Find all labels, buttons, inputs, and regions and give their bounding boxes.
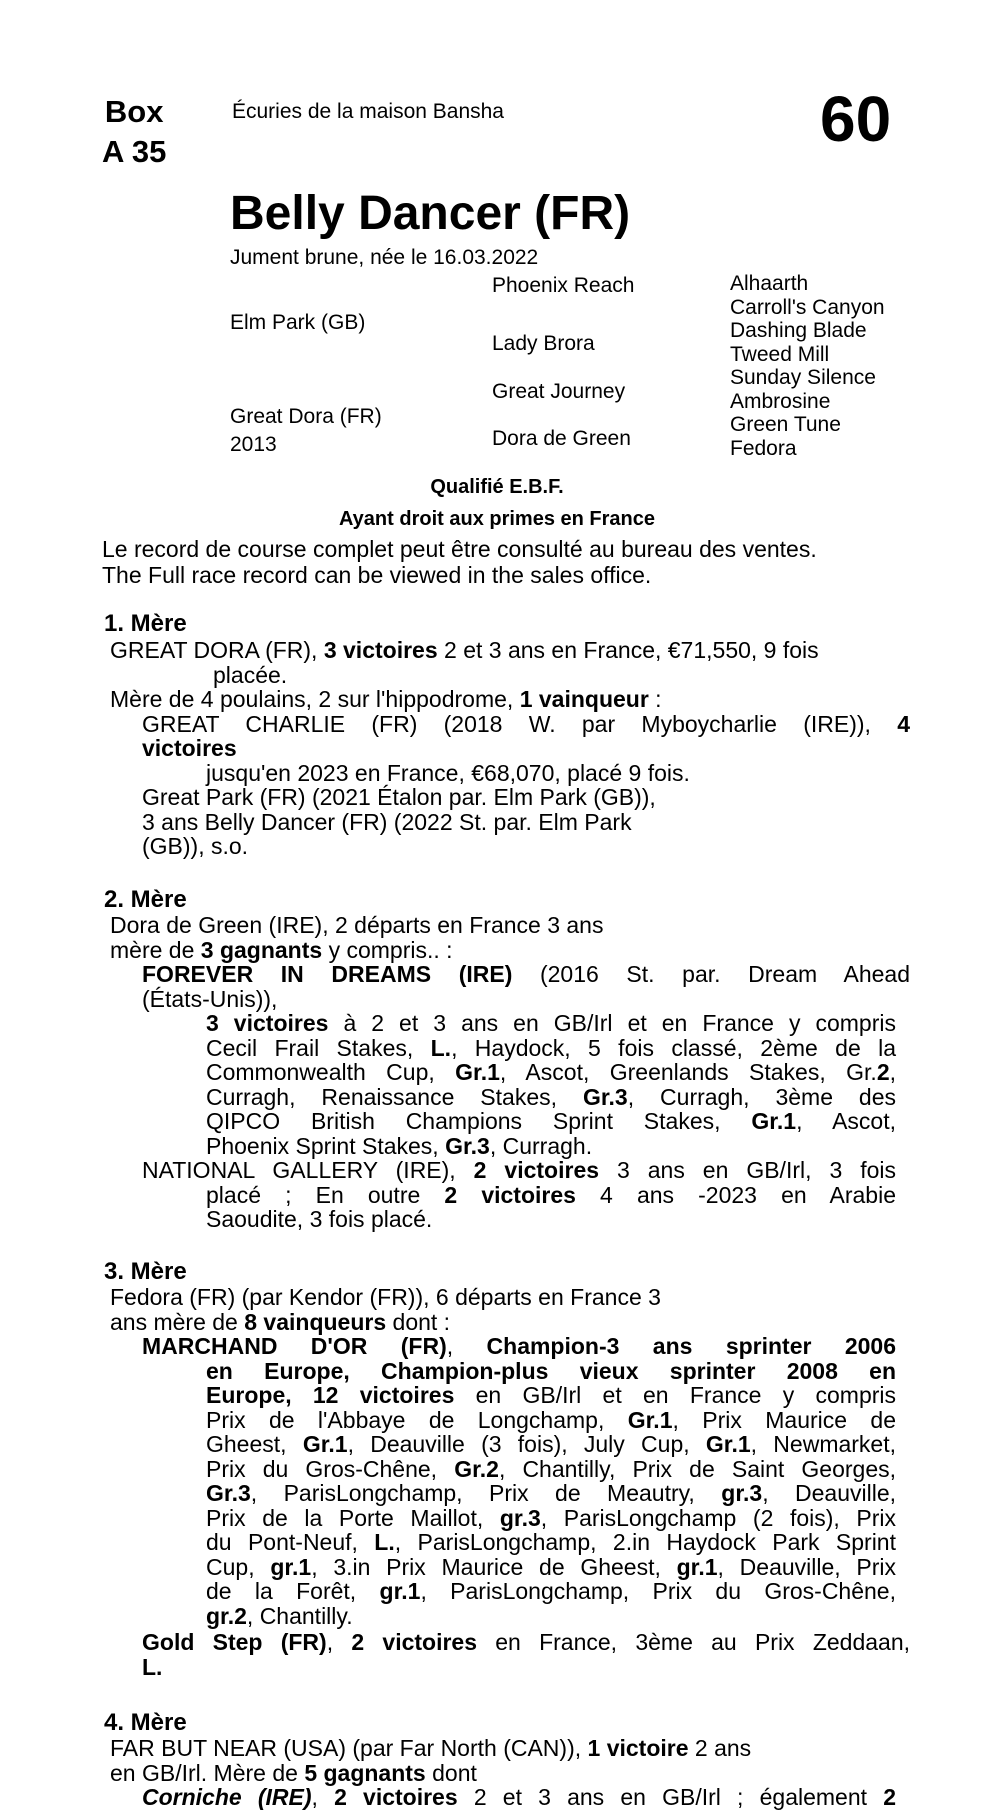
pedigree-dam-year: 2013 bbox=[230, 433, 277, 456]
text: Mère de 4 poulains, 2 sur l'hippodrome, bbox=[110, 686, 520, 712]
text: , ParisLongchamp, Prix du Gros-Chêne, bbox=[420, 1578, 896, 1604]
text: , Newmarket, bbox=[750, 1431, 896, 1457]
section-title-4: 4. Mère bbox=[104, 1709, 187, 1736]
s4-line bbox=[110, 1736, 910, 1761]
text-bold: FOREVER IN DREAMS (IRE) bbox=[142, 961, 513, 987]
text-bold: en Europe, Champion-plus vieux sprinter 2008 en bbox=[206, 1357, 896, 1384]
sales-office-notes bbox=[102, 536, 817, 588]
text: de la Forêt, bbox=[206, 1578, 380, 1604]
pedigree-sire: Elm Park (GB) bbox=[230, 311, 366, 334]
text: , Chantilly, Prix de Saint Georges, bbox=[498, 1455, 896, 1482]
text-bold: MARCHAND D'OR (FR) bbox=[142, 1333, 447, 1359]
text-bold: 3 victoires bbox=[323, 637, 438, 663]
s1-line bbox=[110, 687, 910, 712]
text-bold: 2 victoires bbox=[334, 1784, 458, 1810]
pedigree-g3-4: Tweed Mill bbox=[730, 342, 830, 366]
text: y compris.. : bbox=[322, 936, 453, 963]
text-bold: 3 gagnants bbox=[200, 936, 323, 963]
text-bold-italic: Corniche (IRE) bbox=[142, 1784, 312, 1810]
s2-line: (États-Unis)), bbox=[142, 985, 278, 1012]
text-bold: L. bbox=[142, 1653, 163, 1680]
text-bold: 8 vainqueurs bbox=[244, 1308, 387, 1335]
box-line-2: A 35 bbox=[102, 134, 167, 169]
pedigree-sire-dam: Lady Brora bbox=[492, 332, 595, 355]
box-label bbox=[102, 92, 166, 172]
s3-line bbox=[110, 1310, 910, 1335]
text: Curragh, Renaissance Stakes, bbox=[206, 1083, 583, 1110]
text: , ParisLongchamp, 2.in Haydock Park Sprint bbox=[394, 1529, 896, 1555]
pedigree-dam: Great Dora (FR) bbox=[230, 405, 382, 428]
box-line-1: Box bbox=[104, 94, 164, 129]
text: 2 et 3 ans en GB/Irl ; également bbox=[457, 1784, 884, 1810]
pedigree-g3-5: Sunday Silence bbox=[730, 366, 876, 389]
text: Cup, bbox=[206, 1553, 271, 1580]
text-line bbox=[206, 1481, 896, 1506]
lot-number: 60 bbox=[820, 83, 892, 155]
text: mère de bbox=[110, 936, 201, 963]
text-bold: Gold Step (FR) bbox=[142, 1629, 327, 1655]
pedigree-dam-dam: Dora de Green bbox=[492, 427, 631, 450]
text: : bbox=[648, 686, 662, 712]
text: , ParisLongchamp, Prix de Meautry, bbox=[250, 1480, 722, 1506]
pedigree-g3-2: Carroll's Canyon bbox=[730, 295, 885, 319]
text-bold: Gr.1 bbox=[705, 1431, 751, 1457]
text: Prix de l'Abbaye de Longchamp, bbox=[206, 1406, 628, 1433]
text: Gheest, bbox=[206, 1431, 303, 1457]
text: , Deauville (3 fois), July Cup, bbox=[347, 1431, 706, 1457]
text: , Chantilly. bbox=[246, 1602, 353, 1629]
text-bold: Gr.1 bbox=[302, 1431, 348, 1457]
s3-line: Fedora (FR) (par Kendor (FR)), 6 départs en France 3 bbox=[110, 1284, 661, 1310]
qualification-ebf: Qualifié E.B.F. bbox=[430, 476, 564, 498]
s1-line: placée. bbox=[213, 661, 288, 688]
s2-line: Dora de Green (IRE), 2 départs en France 3 ans bbox=[110, 912, 604, 938]
pedigree-dam-sire: Great Journey bbox=[492, 380, 626, 403]
text: , Prix Maurice de bbox=[672, 1406, 896, 1433]
text-line bbox=[206, 1555, 896, 1580]
text: en GB/Irl et en France y compris bbox=[454, 1382, 896, 1408]
text-bold: victoires bbox=[142, 735, 237, 761]
text: , Curragh. bbox=[489, 1132, 593, 1159]
text: ans mère de bbox=[110, 1308, 245, 1335]
horse-description: Jument brune, née le 16.03.2022 bbox=[230, 246, 539, 269]
text: Phoenix Sprint Stakes, bbox=[206, 1132, 446, 1159]
text: , Haydock, 5 fois classé, 2ème de la bbox=[451, 1034, 896, 1061]
text-line bbox=[206, 1383, 896, 1408]
text-bold: Gr.3 bbox=[206, 1480, 251, 1506]
text: NATIONAL GALLERY (IRE), bbox=[142, 1157, 474, 1183]
pedigree-sire-sire: Phoenix Reach bbox=[492, 274, 635, 297]
text: en France, 3ème au Prix Zeddaan, bbox=[477, 1629, 911, 1655]
text-bold: L. bbox=[374, 1529, 395, 1555]
text-line bbox=[206, 1085, 896, 1110]
text-bold: 5 gagnants bbox=[304, 1759, 426, 1786]
text: dont : bbox=[386, 1308, 451, 1335]
s1-line: jusqu'en 2023 en France, €68,070, placé 9 fois. bbox=[206, 759, 690, 786]
pedigree-g3-1: Alhaarth bbox=[730, 272, 809, 295]
section-title-1: 1. Mère bbox=[104, 610, 187, 637]
text: 3 ans en GB/Irl, 3 fois bbox=[599, 1157, 896, 1183]
pedigree-g3-8: Fedora bbox=[730, 436, 797, 460]
text-bold: 1 vainqueur bbox=[519, 686, 649, 712]
text-bold: Gr.1 bbox=[751, 1108, 797, 1134]
text-line bbox=[206, 1604, 896, 1629]
text: Cecil Frail Stakes, bbox=[206, 1034, 431, 1061]
s4-line bbox=[110, 1761, 910, 1786]
section-1-body bbox=[110, 638, 910, 859]
text-bold: gr.3 bbox=[721, 1480, 763, 1506]
s4-line bbox=[142, 1785, 896, 1810]
section-title-3: 3. Mère bbox=[104, 1258, 187, 1285]
text-bold: gr.2 bbox=[206, 1602, 247, 1629]
text-bold: Gr.1 bbox=[455, 1059, 500, 1085]
s2-paragraph-1 bbox=[206, 1011, 896, 1158]
s1-line bbox=[110, 638, 910, 663]
text: dont bbox=[425, 1759, 477, 1786]
pedigree-g3-3: Dashing Blade bbox=[730, 319, 867, 342]
text-line: Saoudite, 3 fois placé. bbox=[206, 1206, 433, 1232]
text-line bbox=[206, 1457, 896, 1482]
pedigree-third-generation bbox=[730, 272, 885, 460]
text-bold: 2 bbox=[876, 1059, 890, 1085]
pedigree-g3-6: Ambrosine bbox=[730, 389, 831, 413]
text-bold: Europe, 12 victoires bbox=[206, 1382, 455, 1408]
text-bold: Gr.2 bbox=[454, 1455, 499, 1482]
text-bold: 2 bbox=[883, 1784, 896, 1810]
text: Commonwealth Cup, bbox=[206, 1059, 456, 1085]
s1-line: 3 ans Belly Dancer (FR) (2022 St. par. Elm Park bbox=[142, 808, 632, 835]
text-line bbox=[206, 1036, 896, 1061]
text: 4 ans -2023 en Arabie bbox=[575, 1181, 896, 1208]
section-3-body bbox=[110, 1285, 910, 1679]
text-bold: Champion-3 ans sprinter 2006 bbox=[486, 1333, 896, 1359]
text: à 2 et 3 ans en GB/Irl et en France y compris bbox=[328, 1010, 896, 1036]
section-2-body bbox=[110, 913, 910, 1232]
s1-line: Great Park (FR) (2021 Étalon par. Elm Park (GB)), bbox=[142, 784, 656, 810]
section-title-2: 2. Mère bbox=[104, 886, 187, 913]
text-line bbox=[206, 1359, 896, 1384]
text: Prix du Gros-Chêne, bbox=[206, 1455, 455, 1482]
s3-paragraph-1 bbox=[142, 1334, 896, 1628]
text-bold: Gr.3 bbox=[582, 1083, 628, 1110]
text: , Deauville, bbox=[762, 1480, 897, 1506]
text-line bbox=[142, 1630, 910, 1655]
text-line bbox=[206, 1183, 896, 1208]
text: , bbox=[326, 1629, 352, 1655]
text: , 3.in Prix Maurice de Gheest, bbox=[311, 1553, 677, 1580]
text-bold: gr.1 bbox=[676, 1553, 718, 1580]
text-line bbox=[142, 1655, 910, 1680]
text-bold: 4 bbox=[897, 710, 910, 737]
text: du Pont-Neuf, bbox=[206, 1529, 375, 1555]
text-line bbox=[206, 1530, 896, 1555]
text: placé ; En outre bbox=[206, 1181, 445, 1208]
text-bold: 2 victoires bbox=[444, 1181, 576, 1208]
text-line bbox=[206, 1506, 896, 1531]
text: GREAT DORA (FR), bbox=[110, 637, 324, 663]
qualification-primes: Ayant droit aux primes en France bbox=[338, 508, 655, 530]
text: QIPCO British Champions Sprint Stakes, bbox=[206, 1108, 752, 1134]
text: Prix de la Porte Maillot, bbox=[206, 1504, 500, 1531]
s1-line bbox=[142, 736, 910, 761]
text-bold: gr.1 bbox=[379, 1578, 421, 1604]
text-line bbox=[206, 1408, 896, 1433]
text-line bbox=[206, 1109, 896, 1134]
text: , Curragh, 3ème des bbox=[627, 1083, 896, 1110]
text-line bbox=[206, 1011, 896, 1036]
horse-name: Belly Dancer (FR) bbox=[230, 187, 631, 240]
text-bold: 2 victoires bbox=[473, 1157, 600, 1183]
text: (2016 St. par. Dream Ahead bbox=[512, 961, 910, 987]
note-fr: Le record de course complet peut être consulté au bureau des ventes. bbox=[102, 536, 817, 562]
text-bold: 3 victoires bbox=[206, 1010, 329, 1036]
s1-line bbox=[142, 712, 910, 737]
text: , ParisLongchamp (2 fois), Prix bbox=[540, 1504, 896, 1531]
pedigree-g3-7: Green Tune bbox=[730, 413, 841, 436]
s2-paragraph-2 bbox=[142, 1158, 896, 1232]
text: GREAT CHARLIE (FR) (2018 W. par Myboycharlie (IRE)), bbox=[142, 710, 898, 737]
text: , Ascot, Greenlands Stakes, Gr. bbox=[499, 1059, 877, 1085]
s1-line: (GB)), s.o. bbox=[142, 833, 249, 859]
note-en: The Full race record can be viewed in the sales office. bbox=[102, 562, 652, 588]
text: , bbox=[311, 1784, 335, 1810]
text: 2 et 3 ans en France, €71,550, 9 fois bbox=[437, 637, 819, 663]
s3-paragraph-2 bbox=[142, 1630, 910, 1679]
text-line bbox=[206, 1432, 896, 1457]
text-bold: 2 victoires bbox=[351, 1629, 478, 1655]
section-4-body bbox=[110, 1736, 910, 1810]
s2-line bbox=[142, 962, 910, 987]
text: en GB/Irl. Mère de bbox=[110, 1759, 305, 1786]
text: 2 ans bbox=[688, 1735, 752, 1761]
text-line bbox=[206, 1579, 896, 1604]
text: , bbox=[446, 1333, 487, 1359]
text-line bbox=[206, 1134, 896, 1159]
text: , bbox=[889, 1059, 896, 1085]
vendor: Écuries de la maison Bansha bbox=[232, 100, 504, 123]
text: , Ascot, bbox=[796, 1108, 896, 1134]
text-line bbox=[142, 1334, 896, 1359]
text-bold: gr.1 bbox=[270, 1553, 312, 1580]
text-bold: Gr.1 bbox=[627, 1406, 673, 1433]
text-bold: 1 victoire bbox=[587, 1735, 689, 1761]
text: , Deauville, Prix bbox=[717, 1553, 896, 1580]
text-line bbox=[142, 1158, 896, 1183]
text-bold: Gr.3 bbox=[445, 1132, 490, 1159]
text: FAR BUT NEAR (USA) (par Far North (CAN)), bbox=[110, 1735, 588, 1761]
text-bold: L. bbox=[430, 1034, 452, 1061]
text-bold: gr.3 bbox=[499, 1504, 541, 1531]
s2-line bbox=[110, 938, 910, 963]
text-line bbox=[206, 1060, 896, 1085]
